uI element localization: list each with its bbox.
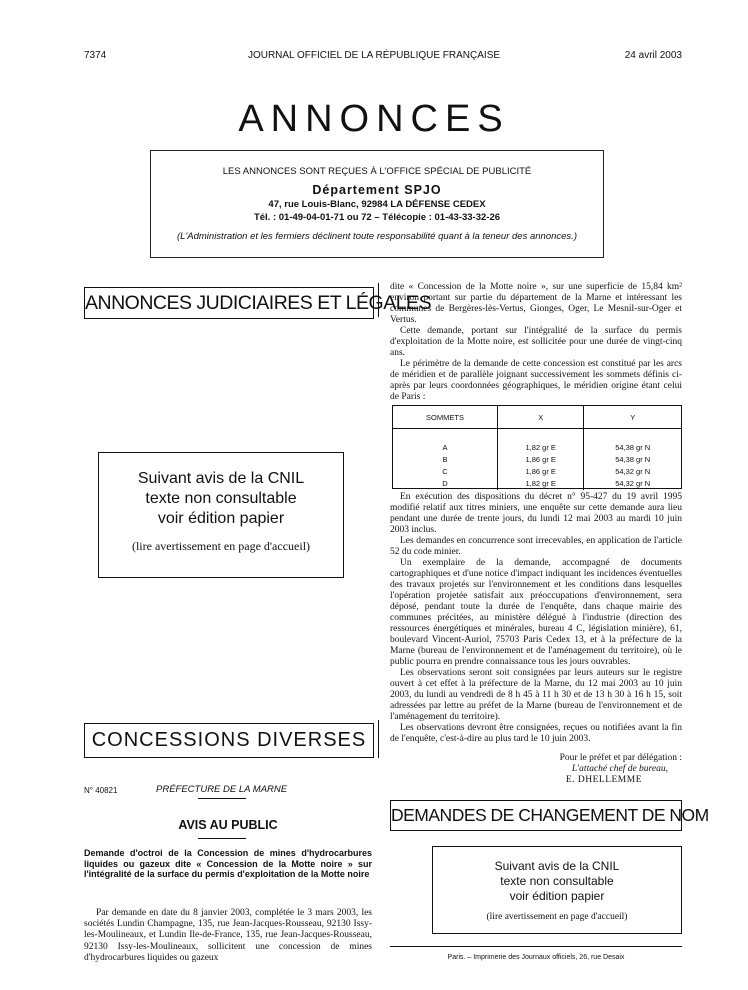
paragraph: En exécution des dispositions du décret n° 95-427 du 19 avril 1995 modifié relatif aux titres miniers, une enquête sur cette demande aura lieu pendant une durée de trente jours, du lundi 12 mai 2003 au mardi 10 juin 2003 inclus. — [390, 492, 682, 535]
paragraph: Les observations seront soit consignées par leurs auteurs sur le registre ouvert à cet effet à la préfecture de la Marne, du 12 mai 2003 au 10 juin 2003, du lundi au vendredi de 8 h 45 à 11 h 30 et de 13 h 30 à 16 h 15, soit adressées par lettre au préfet de la Marne (bureau de l'environnement et de l'aménagement du territoire). — [390, 668, 682, 722]
paragraph: Les observations devront être consignées, reçues ou notifiées avant la fin de l'enquête, c'est-à-dire au plus tard le 10 juin 2003. — [390, 723, 682, 744]
table-cell: 1,82 gr E — [498, 478, 584, 490]
journal-title: JOURNAL OFFICIEL DE LA RÉPUBLIQUE FRANÇAISE — [247, 50, 501, 61]
table-cell: B — [442, 455, 448, 464]
table-row — [393, 466, 681, 478]
notice-body-right — [390, 282, 682, 403]
divider — [198, 838, 246, 839]
issue-date: 24 avril 2003 — [624, 50, 682, 61]
table-cell: C — [442, 467, 448, 476]
table-row — [393, 478, 681, 490]
cnil-line: Suivant avis de la CNIL — [494, 859, 620, 873]
column-divider — [378, 283, 379, 317]
table-cell: A — [442, 443, 448, 452]
cnil-line: texte non consultable — [145, 490, 297, 507]
page-title: ANNONCES — [238, 98, 510, 140]
section-heading-concessions: CONCESSIONS DIVERSES — [84, 723, 374, 758]
prefecture-name: PRÉFECTURE DE LA MARNE — [156, 784, 288, 795]
notice-number: N° 40821 — [84, 786, 118, 795]
table-cell: 54,38 gr N — [584, 454, 681, 466]
phone-numbers: Tél. : 01-49-04-01-71 ou 72 – Télécopie : 01-43-33-32-26 — [253, 212, 501, 223]
cnil-line: texte non consultable — [500, 874, 614, 888]
notice-body-right-continued — [390, 492, 682, 745]
notice-heading: AVIS AU PUBLIC — [178, 818, 278, 832]
table-row — [393, 429, 681, 455]
printer-footer: Paris. – Imprimerie des Journaux officiels, 26, rue Desaix — [447, 954, 625, 961]
cnil-line: voir édition papier — [157, 510, 285, 527]
divider — [198, 798, 246, 799]
table-header: Y — [584, 406, 681, 429]
notice-subject: Demande d'octroi de la Concession de mines d'hydrocarbures liquides ou gazeux dite « Concession de la Motte noire » sur l'intégralité de la surface du permis d'exploitation de la Motte noire — [84, 848, 372, 879]
table-cell: 1,82 gr E — [498, 429, 584, 455]
section-heading-changement-nom: DEMANDES DE CHANGEMENT DE NOM — [390, 800, 682, 831]
paragraph: Le périmètre de la demande de cette concession est constitué par les arcs de méridien et de parallèle joignant successivement les sommets définis ci-après par leurs coordonnées géographiques, le méridien origine étant celui de Paris : — [390, 359, 682, 402]
table-row — [393, 454, 681, 466]
disclaimer: (L'Administration et les fermiers déclinent toute responsabilité quant à la teneur des annonces.) — [177, 231, 577, 242]
publicity-line: LES ANNONCES SONT REÇUES À L'OFFICE SPÉCIAL DE PUBLICITÉ — [222, 166, 532, 177]
coordinates-table — [392, 405, 682, 489]
section-heading-judiciaires: ANNONCES JUDICIAIRES ET LÉGALES — [84, 287, 374, 319]
table-cell: 1,86 gr E — [498, 466, 584, 478]
signature-name: E. DHELLEMME — [565, 775, 642, 785]
table-cell: 54,32 gr N — [584, 478, 681, 490]
paragraph: Un exemplaire de la demande, accompagné de documents cartographiques et d'une notice d'impact indiquant les incidences éventuelles des travaux projetés sur l'environnement et les conditions dans lesquelles l'opération projetée satisfait aux préoccupations d'environnement, sera déposé, pendant toute la durée de l'enquête, dans chaque mairie des communes précitées, au ministère délégué à l'industrie (direction des ressources énergétiques et minérales, bureau 4 C, législation minière), 61, boulevard Vincent-Auriol, 75703 Paris Cedex 13, et à la préfecture de la Marne (bureau de l'environnement et de l'aménagement du territoire), où le public pourra en prendre connaissance tous les jours ouvrables. — [390, 558, 682, 667]
cnil-notice-box — [432, 846, 682, 934]
address: 47, rue Louis-Blanc, 92984 LA DÉFENSE CEDEX — [268, 199, 486, 210]
paragraph: Les demandes en concurrence sont irrecevables, en application de l'article 52 du code minier. — [390, 536, 682, 557]
table-cell: 54,32 gr N — [584, 466, 681, 478]
signature-title: L'attaché chef de bureau, — [571, 764, 668, 774]
cnil-line: Suivant avis de la CNIL — [137, 470, 305, 487]
paragraph: Cette demande, portant sur l'intégralité de la surface du permis d'exploitation de la Motte noire, est sollicitée pour une durée de vingt-cinq ans. — [390, 326, 682, 358]
table-cell: D — [442, 479, 448, 488]
signature-line: Pour le préfet et par délégation : — [559, 753, 682, 763]
cnil-note: (lire avertissement en page d'accueil) — [486, 912, 628, 922]
notice-body-left — [84, 908, 372, 964]
table-cell: 1,86 gr E — [498, 454, 584, 466]
department-name: Département SPJO — [312, 183, 442, 197]
table-cell: 54,38 gr N — [584, 429, 681, 455]
cnil-notice-box — [98, 452, 344, 578]
cnil-line: voir édition papier — [509, 889, 605, 903]
column-divider — [378, 720, 379, 758]
footer-rule — [390, 946, 682, 947]
publicity-info-box — [150, 150, 604, 258]
page-number: 7374 — [84, 50, 107, 61]
table-header: SOMMETS — [393, 406, 498, 429]
paragraph: dite « Concession de la Motte noire », sur une superficie de 15,84 km² environ portant sur partie du département de la Marne et intéressant les communes de Bergères-lès-Vertus, Gionges, Oger, Le Mesnil-sur-Oger et Vertus. — [390, 282, 682, 325]
paragraph: Par demande en date du 8 janvier 2003, complétée le 3 mars 2003, les sociétés Lundin Champagne, 135, rue Jean-Jacques-Rousseau, 92130 Issy-les-Moulineaux, et Lundin Ile-de-France, 135, rue Jean-Jacques-Rousseau, 92130 Issy-les-Moulineaux, sollicitent une concession de mines d'hydrocarbures liquides ou gazeux — [84, 908, 372, 963]
cnil-note: (lire avertissement en page d'accueil) — [131, 539, 311, 553]
table-header: X — [498, 406, 584, 429]
